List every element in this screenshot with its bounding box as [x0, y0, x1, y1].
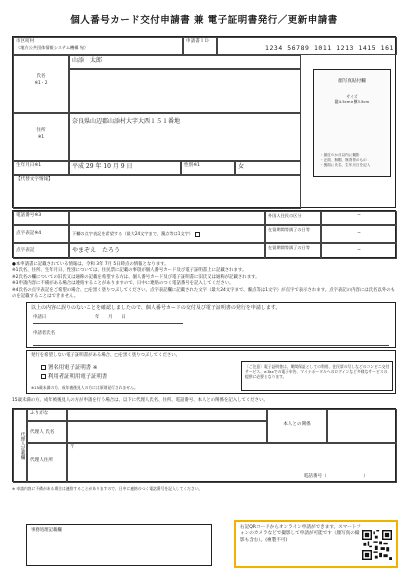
phone-label: 電話番号※3 — [13, 211, 69, 225]
user-cert-label: 利用者証明用電子証明書 — [48, 374, 108, 380]
point-request-text: 下欄の点字表記を希望する（最大24文字まで、濁点等は1文字） — [72, 231, 193, 236]
declaration-box — [26, 302, 396, 348]
signature-underline — [33, 345, 389, 346]
notice-label: 在留期間等満了の日等 — [265, 225, 321, 243]
office-label: 事務処理記載欄 — [31, 528, 62, 533]
qr-promo-box[interactable] — [234, 520, 398, 568]
birth-label: 生年月日※1 — [13, 161, 69, 175]
point-kana-value: やまぞえ たろう — [69, 243, 265, 259]
declaration-text: 以上の内容に誤りのないことを確認しましたので、個人番号カードの交付及び電子証明書の発行を申請します。 — [31, 305, 281, 311]
point-request[interactable] — [69, 225, 265, 243]
cert-notice-box — [241, 361, 393, 391]
issuer-cell — [13, 37, 183, 55]
name-label: 氏名 — [36, 74, 46, 79]
proxy-name-value — [67, 421, 267, 443]
cert-lead — [31, 353, 251, 359]
proxy-name-label: 代理人 氏名 — [27, 421, 67, 443]
form-title: 個人番号カード交付申請書 兼 電子証明書発行／更新申請書 — [70, 15, 338, 26]
cert-option-2[interactable] — [39, 374, 107, 382]
user-cert-checkbox[interactable] — [41, 374, 46, 379]
proxy-postal: 〒 — [70, 445, 75, 450]
date-label: 申請日 — [33, 315, 47, 320]
cert-notice — [245, 364, 391, 379]
note-2: ※1氏名、住所、生年月日、性別については、住民票に記載の事項が個人番号カード及び電子証明書上に記載されます。 — [12, 268, 247, 274]
note-4: ※3申請内容に不備がある場合は連絡することがありますので、日中に連絡のつく電話番号を記入してください。 — [12, 281, 234, 287]
note-5: ※4氏名の点字表記をご希望の場合、□を黒く塗りつぶしてください。点字表記欄に記載された文字（最大24文字まで、濁点等は1文字）が点字で表示されます。点字表記の内容には氏名以外のものを記載することはできません。 — [12, 287, 395, 299]
proxy-address-label: 代理人住所 — [27, 443, 67, 483]
foreign-value: ─ — [321, 211, 397, 225]
sex-value: 女 — [235, 161, 301, 175]
point-label: 点字表記※4 — [13, 225, 69, 243]
ticket-label-cell — [183, 37, 217, 55]
issuer-label: 市区町村 — [16, 39, 35, 44]
note-3: ※2氏名の欄についての旧氏又は通称の記載を希望する方は、個人番号カード及び電子証明書に旧氏又は通称が記載されます。 — [12, 274, 260, 280]
proxy-relation-value — [327, 409, 397, 443]
alias-label: 【代替文字情報】 — [13, 175, 301, 209]
birth-value: 平成 29 年 10 月 9 日 — [69, 161, 181, 175]
cert-notice-text: 電子証明書は、期間保証としての利用、住民票の写しなどのコンビニ交付サービス、e-Taxでの電子申告、マイナポータルへのログインなど多様なサービスの提供に必要となります。 — [245, 364, 390, 380]
proxy-table — [12, 408, 396, 482]
name-blank — [69, 69, 301, 113]
address-label: 住所 — [36, 128, 46, 133]
cert-footnote: ※15歳未満の方、成年被後見人の方には原則発行されません。 — [31, 385, 138, 390]
photo-title: 顔写真貼付欄 — [338, 79, 366, 84]
notes-block — [12, 262, 396, 300]
ticket-label: 申請書ＩＤ — [186, 39, 209, 44]
qr-code-icon[interactable] — [362, 530, 392, 560]
phone-value — [69, 211, 265, 225]
proxy-furigana-label: ふりがな — [27, 409, 67, 421]
permit-label: 在留期間等満了の日等 — [265, 243, 321, 259]
proxy-address-value — [67, 443, 397, 483]
ticket-id: 1234 56789 1011 1213 1415 161 — [217, 37, 397, 55]
signing-cert-checkbox[interactable] — [41, 365, 46, 370]
cert-option-1[interactable] — [39, 365, 97, 373]
address-value: 奈良県山辺郡山添村大字大西１５１番地 — [69, 113, 301, 161]
proxy-furigana-value — [67, 409, 267, 421]
footer-note: ※ 申請内容に不備がある場合は連絡することがありますので、日中に連絡のつく電話番号を記入してください。 — [12, 486, 203, 491]
note-1: ●本申請書に記載されている情報は、令和 3年 7月 5日時点の情報となります。 — [12, 262, 169, 267]
point-kana-label: 点字表記 — [13, 243, 69, 259]
cert-lead-text: 発行を希望しない電子証明書がある場合、□を黒く塗りつぶしてください。 — [31, 353, 181, 358]
application-form-page — [8, 6, 400, 572]
name-sub: ※1・2 — [34, 79, 48, 85]
name-value: 山添 太郎 — [69, 55, 301, 69]
date-value: 年 月 日 — [95, 315, 126, 320]
qr-text: 右記QRコードからオンライン申請ができます。スマートフォンのカメラなどで撮影して申請が可能です（顔写真の撮影も含む）。(複製不可) — [240, 525, 361, 543]
proxy-relation-label: 本人との関係 — [267, 409, 327, 443]
photo-size: サイズ 縦4.5cm×横3.5cm — [334, 94, 370, 105]
photo-rules: ・最近６か月以内に撮影 ・正面、無帽、無背景のもの ・裏面に氏名、生年月日を記入 — [320, 153, 371, 168]
signing-cert-label: 署名用電子証明書 ※ — [48, 365, 98, 371]
proxy-section-label: 代理人記載欄 — [13, 409, 27, 483]
issuer-sub: （地方公共団体情報システム機構 宛） — [16, 44, 89, 50]
notice-value: ─ — [321, 225, 397, 243]
address-label-cell — [13, 113, 69, 161]
contact-table — [12, 210, 396, 258]
name-label-cell — [13, 55, 69, 113]
point-checkbox[interactable] — [195, 232, 200, 237]
applicant-table — [12, 36, 396, 208]
sex-label: 性別※1 — [181, 161, 235, 175]
certificate-box — [26, 350, 396, 394]
photo-box — [313, 69, 391, 177]
office-box — [26, 524, 212, 566]
signature-label: 申請者氏名 — [33, 331, 55, 336]
foreign-label: 外国人住民の区分 — [265, 211, 321, 225]
proxy-phone: 電話番号（ ） — [303, 474, 368, 480]
cert-notice-title: 〔ご注意〕 — [245, 364, 264, 369]
permit-value: ─ — [321, 243, 397, 259]
date-underline — [33, 323, 183, 324]
proxy-intro: 15歳未満の方、成年被後見人の方が申請を行う場合は、以下に代理人氏名、住所、電話番号、本人との関係を記入してください。 — [12, 398, 268, 403]
address-sub: ※1 — [37, 133, 45, 139]
